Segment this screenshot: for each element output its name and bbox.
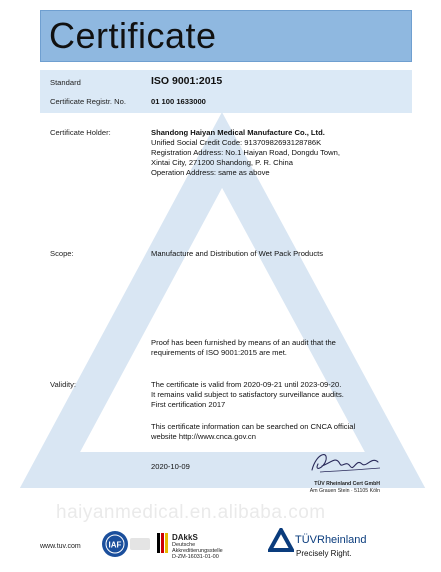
registration-value: 01 100 1633000	[151, 97, 206, 106]
proof-line: requirements of ISO 9001:2015 are met.	[151, 348, 287, 357]
registration-label: Certificate Registr. No.	[50, 97, 126, 106]
certificate-title: Certificate	[49, 15, 217, 56]
dakks-line: Akkreditierungsstelle	[172, 548, 223, 554]
dakks-line: D-ZM-16031-01-00	[172, 554, 219, 560]
cnca-notice	[151, 422, 355, 442]
cnca-line: website http://www.cnca.gov.cn	[151, 432, 256, 441]
title-banner	[40, 10, 412, 62]
dakks-label: DAkkS	[172, 533, 198, 542]
tuv-tagline: Precisely Right.	[296, 549, 352, 558]
issuer-block	[310, 481, 380, 494]
validity-line: It remains valid subject to satisfactory surveillance audits.	[151, 390, 344, 399]
scope-value: Manufacture and Distribution of Wet Pack Products	[151, 249, 324, 258]
dakks-logo-icon	[156, 532, 170, 554]
tuv-website-link[interactable]: www.tuv.com	[40, 543, 81, 550]
tuv-brand-name: TÜVRheinland	[295, 534, 367, 546]
signature-image	[306, 446, 386, 480]
cnca-line: This certificate information can be searched on CNCA official	[151, 422, 356, 431]
iaf-logo-icon	[100, 529, 154, 559]
issuer-name: TÜV Rheinland Cert GmbH	[314, 481, 380, 487]
holder-name: Shandong Haiyan Medical Manufacture Co., Ltd.	[151, 128, 325, 137]
holder-line: Xintai City, 271200 Shandong, P. R. China	[151, 158, 293, 167]
dakks-text-block	[172, 533, 223, 560]
scope-label: Scope:	[50, 249, 74, 258]
validity-line: The certificate is valid from 2020-09-21 until 2023-09-20.	[151, 380, 342, 389]
standard-label: Standard	[50, 78, 81, 87]
holder-line: Unified Social Credit Code: 91370982693128786K	[151, 138, 322, 147]
watermark-text: haiyanmedical.en.alibaba.com	[56, 502, 326, 523]
proof-statement	[151, 338, 336, 358]
issuer-address: Am Grauen Stein · 51105 Köln	[309, 487, 380, 494]
standard-value: ISO 9001:2015	[151, 75, 223, 87]
dakks-line: Deutsche	[172, 542, 196, 548]
tuv-triangle-logo-icon	[268, 528, 294, 552]
holder-label: Certificate Holder:	[50, 128, 111, 137]
holder-block	[151, 128, 340, 178]
proof-line: Proof has been furnished by means of an audit that the	[151, 338, 336, 347]
holder-line: Registration Address: No.1 Haiyan Road, Dongdu Town,	[151, 148, 340, 157]
iaf-label: IAF	[108, 540, 122, 550]
issue-date: 2020-10-09	[151, 462, 190, 471]
validity-block	[151, 380, 344, 410]
validity-label: Validity:	[50, 380, 77, 389]
validity-line: First certification 2017	[151, 400, 226, 409]
holder-line: Operation Address: same as above	[151, 168, 270, 177]
